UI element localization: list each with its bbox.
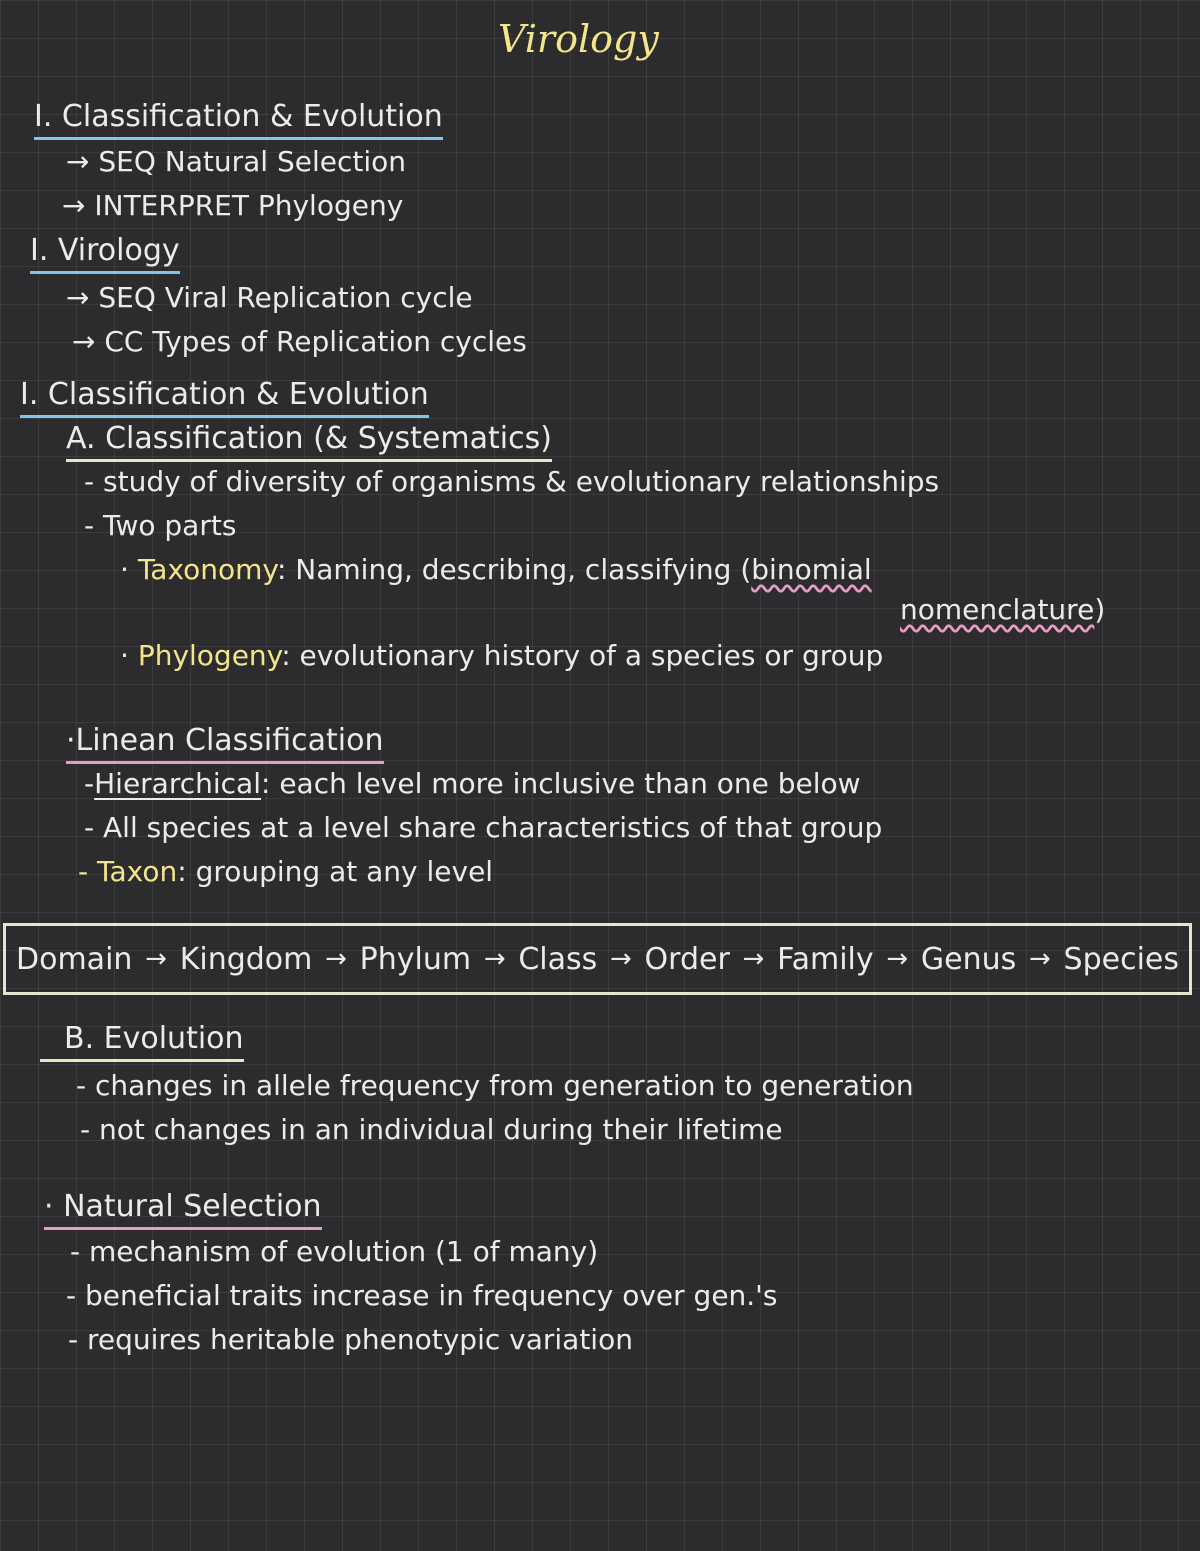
two-parts: - Two parts [84,509,237,542]
hierarchical-line [84,768,861,800]
linnean-heading [66,724,384,764]
outline-item-1-point-2: → INTERPRET Phylogeny [62,189,404,222]
natural-selection-line-1: - mechanism of evolution (1 of many) [70,1235,599,1268]
arrow-icon: → [886,944,909,974]
taxon-line [78,856,493,888]
classification-heading: A. Classification (& Systematics) [66,422,552,462]
natural-selection-heading-text: Natural Selection [63,1189,322,1224]
nomenclature-word: nomenclature [900,593,1095,626]
hierarchical-definition: : each level more inclusive than one below [261,767,861,800]
dash: - [84,767,95,800]
taxonomy-definition: : Naming, describing, classifying ( [276,553,752,586]
rank-species: Species [1063,941,1179,977]
arrow-icon: → [325,944,347,974]
bullet-dot: · [44,1189,64,1224]
taxonomy-line [120,554,872,586]
page-title: Virology [498,17,659,61]
rank-kingdom: Kingdom [179,941,313,977]
dash: - [78,855,98,888]
arrow-icon: → [742,944,765,974]
hierarchical-term: Hierarchical [94,767,261,800]
taxonomy-term: Taxonomy [137,553,277,586]
rank-genus: Genus [920,941,1017,977]
natural-selection-line-2: - beneficial traits increase in frequency over gen.'s [66,1279,778,1312]
arrow-icon: → [145,944,167,974]
evolution-line-2: - not changes in an individual during their lifetime [80,1113,783,1146]
all-species-line: - All species at a level share characteristics of that group [84,811,883,844]
outline-item-2-title: I. Virology [30,234,180,274]
classification-definition: - study of diversity of organisms & evolutionary relationships [84,465,940,498]
phylogeny-term: Phylogeny [137,639,282,672]
outline-item-2-point-2: → CC Types of Replication cycles [72,325,527,358]
natural-selection-line-3: - requires heritable phenotypic variation [68,1323,633,1356]
bullet-dot: · [66,723,76,758]
outline-item-1-point-1: → SEQ Natural Selection [66,145,406,178]
rank-family: Family [777,941,874,977]
arrow-icon: → [1029,944,1051,974]
nomenclature-line [900,594,1105,626]
arrow-icon: → [483,944,506,974]
taxonomic-rank-chain [3,923,1192,995]
rank-order: Order [644,941,730,977]
natural-selection-heading [44,1190,322,1230]
evolution-line-1: - changes in allele frequency from generation to generation [76,1069,914,1102]
rank-domain: Domain [16,941,133,977]
rank-class: Class [518,941,598,977]
phylogeny-line [120,640,883,672]
binomial-word: binomial [751,553,872,586]
evolution-heading: B. Evolution [40,1022,244,1062]
outline-item-1-title: I. Classification & Evolution [34,100,443,140]
phylogeny-definition: : evolutionary history of a species or group [281,639,884,672]
bullet-dot: · [120,553,138,586]
taxon-term: Taxon [97,855,178,888]
rank-phylum: Phylum [359,941,472,977]
paren-close: ) [1094,593,1106,626]
section-title: I. Classification & Evolution [20,378,429,418]
linnean-heading-text: Linean Classification [75,723,384,758]
taxon-definition: : grouping at any level [177,855,494,888]
arrow-icon: → [610,944,632,974]
outline-item-2-point-1: → SEQ Viral Replication cycle [66,281,473,314]
bullet-dot: · [120,639,138,672]
